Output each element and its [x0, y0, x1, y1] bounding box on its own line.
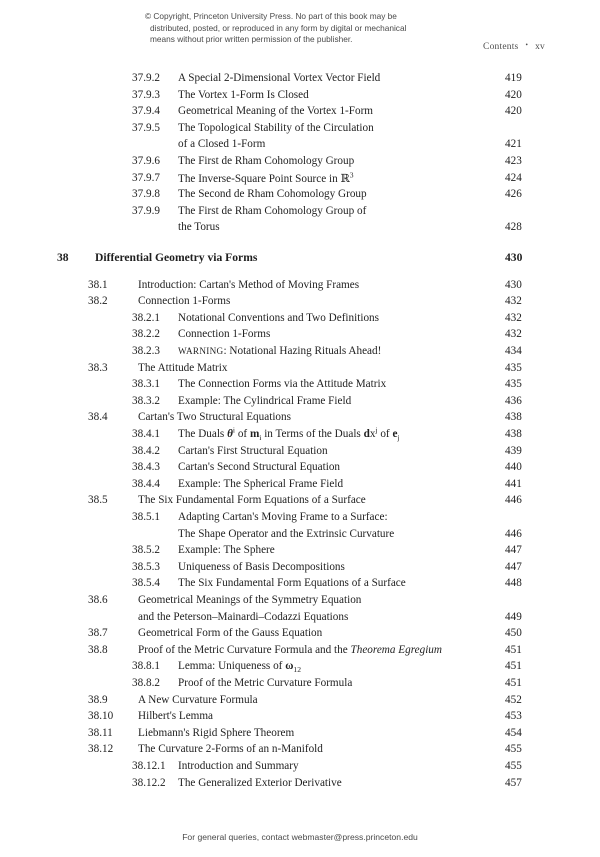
- running-head-separator: •: [525, 41, 529, 49]
- toc-entry[interactable]: [0, 594, 600, 611]
- toc-entry-title: Cartan's First Structural Equation: [178, 444, 328, 457]
- toc-entry-title: The Six Fundamental Form Equations of a Surface: [138, 494, 366, 507]
- copyright-line: © Copyright, Princeton University Press. No part of this book may be: [145, 11, 397, 21]
- toc-entry-page-number: 430: [505, 251, 523, 264]
- toc-entry[interactable]: [0, 188, 600, 205]
- toc-entry-page-number: 451: [505, 677, 522, 689]
- toc-entry-page-number: 455: [505, 743, 522, 756]
- toc-entry[interactable]: [0, 760, 600, 777]
- toc-entry-title: Proof of the Metric Curvature Formula and the Theorema Egregium: [138, 643, 442, 656]
- toc-entry-number: 38.4.3: [132, 461, 160, 474]
- toc-entry-title: Example: The Spherical Frame Field: [178, 477, 344, 490]
- toc-entry-title: The Six Fundamental Form Equations of a Surface: [178, 577, 406, 590]
- running-head-page-number: xv: [535, 42, 545, 52]
- toc-entry[interactable]: [0, 710, 600, 727]
- toc-entry-page-number: 439: [505, 444, 522, 457]
- copyright-line: distributed, posted, or reproduced in any form by digital or mechanical: [150, 22, 407, 33]
- toc-entry[interactable]: [0, 461, 600, 478]
- toc-entry-title: Uniqueness of Basis Decompositions: [178, 560, 345, 573]
- toc-entry-title: and the Peterson–Mainardi–Codazzi Equations: [138, 610, 349, 623]
- toc-entry-page-number: 446: [505, 527, 522, 540]
- toc-entry-title: Differential Geometry via Forms: [95, 251, 258, 264]
- toc-entry[interactable]: [0, 627, 600, 644]
- toc-entry-title: Proof of the Metric Curvature Formula: [178, 677, 353, 689]
- toc-entry-page-number: 450: [505, 627, 522, 640]
- toc-entry-page-number: 448: [505, 577, 522, 590]
- toc-entry[interactable]: [0, 72, 600, 89]
- toc-entry-title: Geometrical Meanings of the Symmetry Equation: [138, 594, 362, 606]
- toc-entry[interactable]: [0, 279, 600, 296]
- toc-entry-page-number: 457: [505, 776, 522, 789]
- toc-entry-number: 38.8.2: [132, 677, 160, 689]
- toc-entry-page-number: 419: [505, 72, 522, 84]
- toc-entry-number: 38.6: [88, 594, 108, 606]
- copyright-notice: [145, 11, 460, 46]
- toc-entry-title: The Second de Rham Cohomology Group: [178, 188, 367, 201]
- toc-entry-page-number: 428: [505, 221, 522, 234]
- toc-entry-title: Connection 1-Forms: [178, 328, 271, 341]
- toc-entry-number: 37.9.2: [132, 72, 160, 84]
- toc-entry-number: 37.9.4: [132, 105, 160, 118]
- toc-entry-page-number: 436: [505, 394, 522, 407]
- toc-entry-number: 38.8.1: [132, 660, 160, 673]
- toc-entry[interactable]: [0, 411, 600, 428]
- toc-entry-title: The First de Rham Cohomology Group: [178, 155, 355, 167]
- toc-entry-title: Lemma: Uniqueness of $\omega_{12}$: [178, 660, 301, 675]
- copyright-line: means without prior written permission of the publisher.: [150, 34, 353, 45]
- toc-entry-page-number: 430: [505, 278, 522, 291]
- toc-entry-page-number: 420: [505, 105, 522, 118]
- page-footer: For general queries, contact webmaster@press.princeton.edu: [182, 832, 418, 842]
- toc-entry-page-number: 455: [505, 760, 522, 772]
- toc-entry-page-number: 441: [505, 477, 522, 490]
- toc-entry[interactable]: [0, 727, 600, 744]
- toc-entry[interactable]: [0, 743, 600, 760]
- toc-entry-number: 38.5.2: [132, 544, 160, 557]
- toc-entry-title: The Topological Stability of the Circulation: [178, 121, 374, 134]
- toc-entry[interactable]: [0, 494, 600, 511]
- toc-entry-page-number: 452: [505, 693, 522, 706]
- toc-entry-number: 37.9.8: [132, 188, 160, 201]
- toc-entry-page-number: 435: [505, 361, 522, 374]
- toc-entry-title: The Vortex 1-Form Is Closed: [178, 88, 309, 101]
- toc-entry-title: The Inverse-Square Point Source in ℝ$^3$: [178, 169, 354, 185]
- toc-entry-page-number: 434: [505, 345, 522, 357]
- toc-entry-title: Geometrical Form of the Gauss Equation: [138, 627, 323, 640]
- toc-entry[interactable]: [0, 378, 600, 395]
- toc-entry-number: 38.4.2: [132, 444, 160, 457]
- toc-entry[interactable]: [0, 105, 600, 122]
- toc-entry-number: 38.5.3: [132, 560, 160, 573]
- toc-entry[interactable]: [0, 677, 600, 694]
- toc-entry-title: Cartan's Second Structural Equation: [178, 461, 341, 474]
- toc-entry-page-number: 454: [505, 726, 522, 739]
- toc-entry-number: 38.7: [88, 627, 108, 640]
- toc-entry[interactable]: [0, 221, 600, 238]
- toc-entry-page-number: 432: [505, 311, 522, 324]
- toc-entry-page-number: 451: [505, 643, 522, 656]
- toc-entry[interactable]: [0, 155, 600, 172]
- toc-entry-page-number: 435: [505, 378, 522, 391]
- toc-entry-number: 38.5.1: [132, 511, 160, 523]
- toc-entry-number: 38.3: [88, 361, 108, 374]
- toc-entry[interactable]: [0, 478, 600, 495]
- toc-entry[interactable]: [0, 395, 600, 412]
- toc-entry[interactable]: [0, 445, 600, 462]
- toc-entry-number: 38.12.2: [132, 776, 166, 789]
- toc-entry-title: The Shape Operator and the Extrinsic Curvature: [178, 527, 395, 540]
- table-of-contents: [0, 72, 600, 793]
- toc-entry[interactable]: [0, 694, 600, 711]
- toc-entry[interactable]: [0, 561, 600, 578]
- toc-entry-title: Liebmann's Rigid Sphere Theorem: [138, 726, 295, 739]
- toc-entry-number: 37.9.6: [132, 155, 160, 167]
- toc-entry-number: 38.2.2: [132, 328, 160, 341]
- toc-entry-title: The Connection Forms via the Attitude Matrix: [178, 378, 387, 391]
- toc-entry-title: The Attitude Matrix: [138, 361, 228, 374]
- toc-entry[interactable]: [0, 511, 600, 528]
- toc-entry-number: 38.12: [88, 743, 114, 756]
- toc-entry-page-number: 426: [505, 188, 522, 201]
- toc-entry-title: the Torus: [178, 221, 220, 234]
- toc-entry[interactable]: [0, 295, 600, 312]
- toc-entry-title: Connection 1-Forms: [138, 295, 231, 308]
- toc-entry-number: 38.12.1: [132, 760, 166, 772]
- toc-entry-number: 38.4.1: [132, 428, 160, 440]
- toc-entry-page-number: 432: [505, 295, 522, 308]
- toc-entry-title: A Special 2-Dimensional Vortex Vector Field: [178, 72, 381, 84]
- toc-entry-number: 38.9: [88, 693, 108, 706]
- toc-entry[interactable]: [0, 611, 600, 628]
- toc-entry-title: WARNING: Notational Hazing Rituals Ahead!: [178, 345, 382, 357]
- toc-entry-page-number: 438: [505, 428, 522, 440]
- toc-entry-page-number: 451: [505, 660, 522, 673]
- toc-entry-number: 38.8: [88, 643, 108, 656]
- toc-entry[interactable]: [0, 660, 600, 677]
- toc-entry-number: 38.11: [88, 726, 113, 739]
- toc-entry[interactable]: [0, 251, 600, 268]
- toc-entry-number: 38.10: [88, 710, 114, 723]
- toc-entry-title: Hilbert's Lemma: [138, 710, 214, 723]
- toc-entry-number: 38.5: [88, 494, 108, 507]
- toc-entry[interactable]: [0, 577, 600, 594]
- toc-entry-number: 38.3.2: [132, 394, 160, 407]
- toc-entry-number: 38.2: [88, 295, 108, 308]
- toc-entry-title: A New Curvature Formula: [138, 693, 258, 706]
- toc-entry-title: Geometrical Meaning of the Vortex 1-Form: [178, 105, 374, 118]
- toc-entry-title: Introduction: Cartan's Method of Moving Frames: [138, 278, 360, 291]
- toc-entry[interactable]: [0, 544, 600, 561]
- toc-entry-title: Notational Conventions and Two Definitions: [178, 311, 379, 324]
- toc-entry-page-number: 420: [505, 88, 522, 101]
- toc-entry-number: 37.9.5: [132, 121, 160, 134]
- toc-entry[interactable]: [0, 169, 600, 189]
- toc-entry-title: The First de Rham Cohomology Group of: [178, 204, 367, 217]
- toc-entry-number: 38.4: [88, 411, 108, 424]
- toc-entry[interactable]: [0, 328, 600, 345]
- toc-entry-page-number: 432: [505, 328, 522, 341]
- toc-entry[interactable]: [0, 312, 600, 329]
- toc-entry[interactable]: [0, 528, 600, 545]
- toc-entry[interactable]: [0, 362, 600, 379]
- toc-entry-number: 38.3.1: [132, 378, 160, 391]
- toc-entry-page-number: 423: [505, 155, 522, 167]
- toc-entry[interactable]: [0, 345, 600, 362]
- toc-entry[interactable]: [0, 425, 600, 445]
- toc-entry-title: The Duals $\theta^i$ of $m_i$ in Terms of the Duals $dx^j$ of $e_j$: [178, 425, 400, 443]
- toc-entry[interactable]: [0, 122, 600, 139]
- toc-entry-number: 38.2.3: [132, 345, 160, 357]
- toc-entry-number: 38.1: [88, 278, 108, 291]
- toc-entry-title: The Curvature 2-Forms of an n-Manifold: [138, 743, 323, 756]
- running-head-label: Contents: [483, 42, 519, 52]
- toc-entry-page-number: 453: [505, 710, 522, 723]
- toc-entry-page-number: 449: [505, 610, 522, 623]
- toc-entry-page-number: 447: [505, 560, 522, 573]
- running-head: [483, 41, 545, 52]
- toc-entry[interactable]: [0, 644, 600, 661]
- toc-entry-title: The Generalized Exterior Derivative: [178, 776, 342, 789]
- toc-entry-title: Example: The Cylindrical Frame Field: [178, 394, 352, 407]
- toc-entry[interactable]: [0, 205, 600, 222]
- toc-entry-number: 38.2.1: [132, 311, 160, 324]
- toc-entry-number: 38.4.4: [132, 477, 160, 490]
- toc-entry-number: 37.9.3: [132, 88, 160, 101]
- toc-entry-page-number: 424: [505, 171, 522, 184]
- toc-entry-number: 37.9.9: [132, 204, 160, 217]
- toc-entry[interactable]: [0, 138, 600, 155]
- toc-entry[interactable]: [0, 89, 600, 106]
- toc-entry[interactable]: [0, 777, 600, 794]
- toc-entry-page-number: 440: [505, 461, 522, 474]
- toc-entry-number: 38: [57, 251, 69, 264]
- toc-entry-title: Example: The Sphere: [178, 544, 275, 557]
- toc-entry-page-number: 438: [505, 411, 522, 424]
- toc-entry-number: 37.9.7: [132, 171, 160, 184]
- toc-entry-page-number: 447: [505, 544, 522, 557]
- toc-entry-title: of a Closed 1-Form: [178, 138, 266, 151]
- toc-entry-title: Adapting Cartan's Moving Frame to a Surface:: [178, 511, 388, 523]
- toc-entry-title: Cartan's Two Structural Equations: [138, 411, 291, 424]
- toc-entry-number: 38.5.4: [132, 577, 160, 590]
- toc-entry-page-number: 446: [505, 494, 522, 507]
- toc-entry-title: Introduction and Summary: [178, 760, 299, 772]
- toc-entry-page-number: 421: [505, 138, 522, 151]
